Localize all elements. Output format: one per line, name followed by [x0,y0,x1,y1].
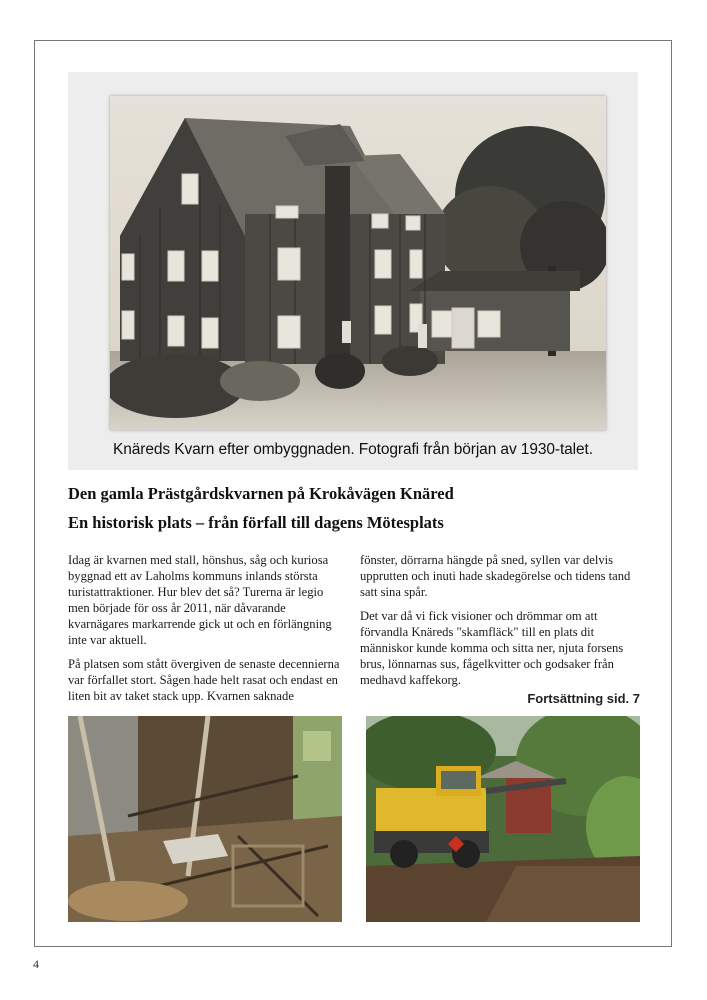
historic-mill-photo [110,96,606,430]
paragraph: Idag är kvarnen med stall, hönshus, såg och kuriosa byggnad ett av Laholms kommuns inlands största turistattraktioner. Hur blev det så? Turerna är legio men började för oss år 2011, när dåvarande kvarnägares markarrende gick ut och en förlängning inte var aktuell. [68,553,332,647]
continuation-note: Fortsättning sid. 7 [527,691,640,706]
paragraph: På platsen som stått övergiven de senaste decennierna var förfallet stort. Sågen hade helt rasat och endast en liten bit av taket stack upp. Kvarnen saknade [68,657,340,703]
interior-ruin-photo [68,716,342,922]
article-title: Den gamla Prästgårdskvarnen på Krokåvägen Knäred [68,484,454,503]
page-number: 4 [33,957,39,971]
paragraph: fönster, dörrarna hängde på sned, syllen var delvis upprutten och inuti hade skadegörelse och tidens tand satt sina spår. [360,553,631,599]
text-column-right [360,552,636,696]
text-column-left [68,552,344,712]
photo-caption: Knäreds Kvarn efter ombyggnaden. Fotografi från början av 1930-talet. [113,441,593,458]
excavator-photo [366,716,640,922]
paragraph: Det var då vi fick visioner och drömmar om att förvandla Knäreds "skamfläck" till en plats dit människor kunde komma och sitta ner, njuta forsens brus, lönnarnas sus, fågelkvitter och godsaker från medhavd kaffekorg. [360,609,624,687]
article-subtitle: En historisk plats – från förfall till dagens Mötesplats [68,513,444,532]
